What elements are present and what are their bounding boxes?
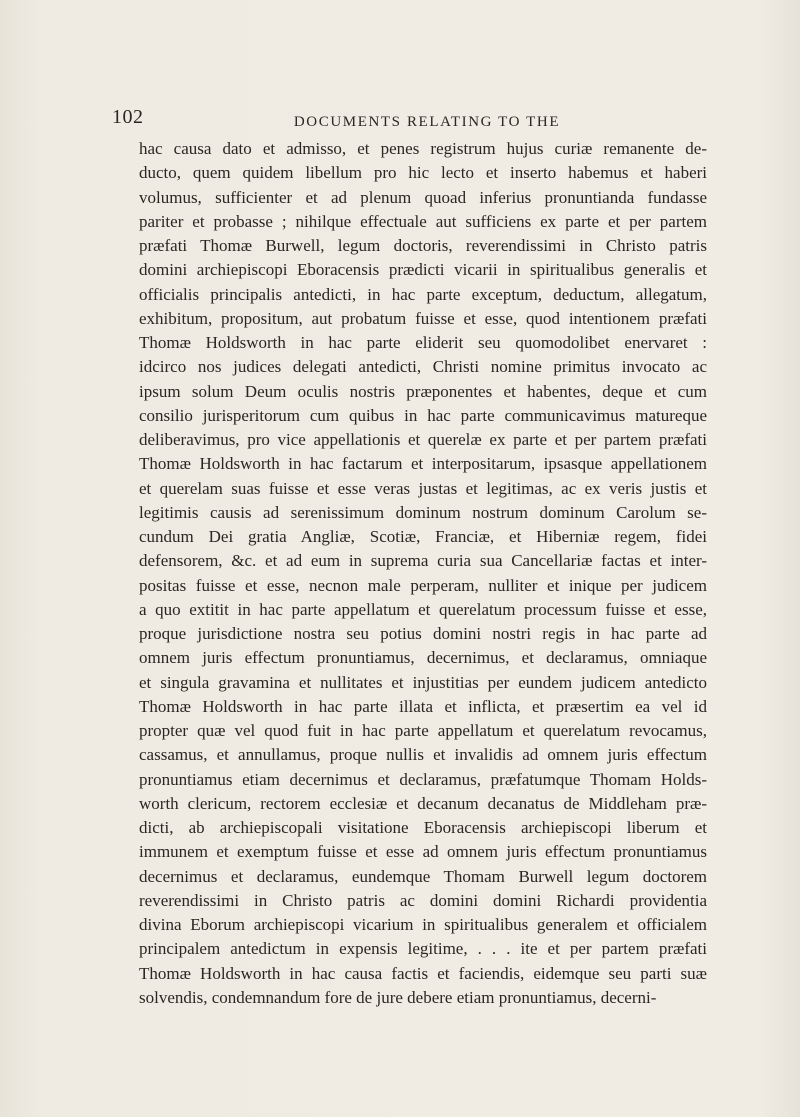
running-head-title: DOCUMENTS RELATING TO THE [293,114,561,130]
text-line: exhibitum, propositum, aut probatum fuisse et esse, quod intentionem præfati [139,308,707,328]
text-line: positas fuisse et esse, necnon male perperam, nulliter et inique per judicem [139,575,707,595]
text-line: omnem juris effectum pronuntiamus, decernimus, et declaramus, omniaque [139,648,707,668]
text-line: deliberavimus, pro vice appellationis et querelæ ex parte et per partem præfati [139,430,707,449]
text-line: pariter et probasse ; nihilque effectuale aut sufficiens ex parte et per partem [139,211,707,231]
text-line: volumus, sufficienter et ad plenum quoad inferius pronuntianda fundasse [139,187,707,207]
text-line: cassamus, et annullamus, proque nullis et invalidis ad omnem juris effectum [139,745,707,765]
text-line: defensorem, &c. et ad eum in suprema curia sua Cancellariæ factas et inter- [139,551,707,571]
text-line: officialis principalis antedicti, in hac parte exceptum, deductum, allegatum, [139,284,707,304]
text-line: decernimus et declaramus, eundemque Thomam Burwell legum doctorem [139,866,707,886]
text-line: et singula gravamina et nullitates et injustitias per eundem judicem antedicto [139,672,707,692]
text-line: Thomæ Holdsworth in hac factarum et interpositarum, ipsasque appellationem [139,454,707,474]
text-line: legitimis causis ad serenissimum dominum nostrum dominum Carolum se- [139,502,707,522]
page-number: 102 [112,106,144,128]
text-line: consilio jurisperitorum cum quibus in hac parte communicavimus matureque [139,405,707,425]
text-line: reverendissimi in Christo patris ac domini domini Richardi providentia [139,890,707,910]
text-line: et querelam suas fuisse et esse veras justas et legitimas, ac ex veris justis et [139,478,707,498]
text-line: idcirco nos judices delegati antedicti, Christi nomine primitus invocato ac [139,357,707,377]
text-line: Thomæ Holdsworth in hac parte eliderit seu quomodolibet enervaret : [139,333,707,352]
text-line: domini archiepiscopi Eboracensis prædicti vicarii in spiritualibus generalis et [139,260,707,280]
text-line: worth clericum, rectorem ecclesiæ et decanum decanatus de Middleham præ- [139,793,707,813]
text-line: immunem et exemptum fuisse et esse ad omnem juris effectum pronuntiamus [139,842,707,862]
text-line: præfati Thomæ Burwell, legum doctoris, reverendissimi in Christo patris [139,236,707,255]
text-line: solvendis, condemnandum fore de jure debere etiam pronuntiamus, decerni- [139,987,657,1007]
text-line: hac causa dato et admisso, et penes registrum hujus curiæ remanente de- [139,139,707,158]
running-head [112,106,702,130]
text-line: divina Eborum archiepiscopi vicarium in spiritualibus generalem et officialem [139,915,707,934]
text-line: proque jurisdictione nostra seu potius domini nostri regis in hac parte ad [139,624,707,643]
text-line: propter quæ vel quod fuit in hac parte appellatum et querelatum revocamus, [139,721,707,740]
text-line: Thomæ Holdsworth in hac causa factis et faciendis, eidemque seu parti suæ [139,963,707,983]
text-line: dicti, ab archiepiscopali visitatione Eboracensis archiepiscopi liberum et [139,818,707,837]
text-line: ducto, quem quidem libellum pro hic lecto et inserto habemus et haberi [139,163,707,183]
text-line: pronuntiamus etiam decernimus et declaramus, præfatumque Thomam Holds- [139,769,707,789]
text-line: cundum Dei gratia Angliæ, Scotiæ, Franciæ, et Hiberniæ regem, fidei [139,527,707,546]
text-line: a quo extitit in hac parte appellatum et querelatum processum fuisse et esse, [139,599,707,619]
text-line: principalem antedictum in expensis legitime, . . . ite et per partem præfati [139,939,707,959]
body-text [139,137,707,1010]
text-line: Thomæ Holdsworth in hac parte illata et inflicta, et præsertim ea vel id [139,696,707,716]
text-line: ipsum solum Deum oculis nostris præponentes et habentes, deque et cum [139,381,707,401]
